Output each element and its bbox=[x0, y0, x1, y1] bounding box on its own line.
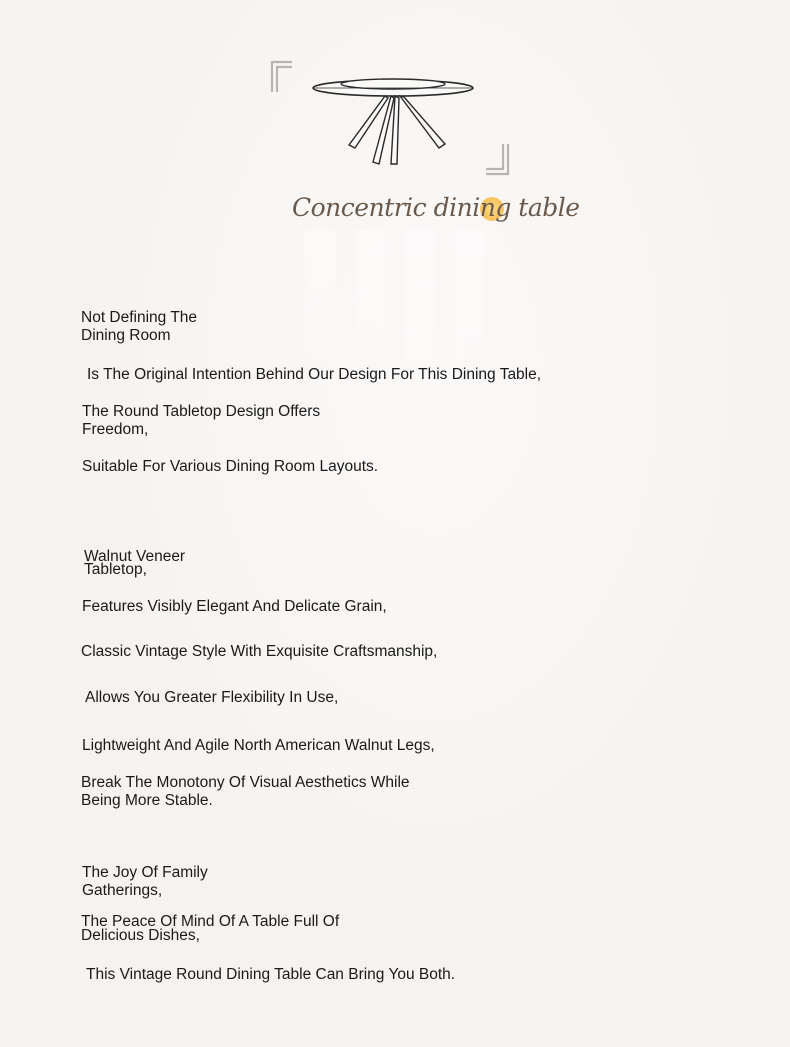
feature-line: Break The Monotony Of Visual Aesthetics While bbox=[81, 774, 410, 791]
feature-line: Walnut Veneer bbox=[84, 548, 186, 565]
ghost-column bbox=[355, 230, 385, 358]
closing-line: The Joy Of Family bbox=[82, 864, 208, 881]
feature-line: Lightweight And Agile North American Walnut Legs, bbox=[82, 737, 435, 754]
ghost-column bbox=[455, 230, 485, 358]
intro-line: Dining Room bbox=[81, 327, 171, 344]
intro-line: The Round Tabletop Design Offers bbox=[82, 403, 321, 420]
closing-line: This Vintage Round Dining Table Can Bring You Both. bbox=[86, 966, 456, 983]
round-dining-table-icon bbox=[305, 70, 485, 170]
closing-line: Gatherings, bbox=[82, 882, 163, 899]
feature-line: Tabletop, bbox=[84, 561, 147, 578]
bracket-corner-bottom-right-icon bbox=[484, 142, 512, 178]
closing-line: The Peace Of Mind Of A Table Full Of bbox=[81, 913, 340, 930]
feature-line: Allows You Greater Flexibility In Use, bbox=[85, 689, 339, 706]
intro-line: Freedom, bbox=[82, 421, 149, 438]
feature-line: Being More Stable. bbox=[81, 792, 213, 809]
feature-line: Features Visibly Elegant And Delicate Grain, bbox=[82, 598, 387, 615]
page-title: Concentric dining table bbox=[292, 193, 580, 222]
closing-line: Delicious Dishes, bbox=[81, 927, 200, 944]
feature-line: Classic Vintage Style With Exquisite Craftsmanship, bbox=[81, 643, 438, 660]
intro-line: Is The Original Intention Behind Our Design For This Dining Table, bbox=[87, 366, 542, 383]
bracket-corner-top-left-icon bbox=[268, 58, 296, 96]
ghost-column bbox=[405, 230, 435, 358]
intro-line: Not Defining The bbox=[81, 309, 198, 326]
ghost-column bbox=[305, 230, 335, 358]
intro-line: Suitable For Various Dining Room Layouts. bbox=[82, 458, 379, 475]
